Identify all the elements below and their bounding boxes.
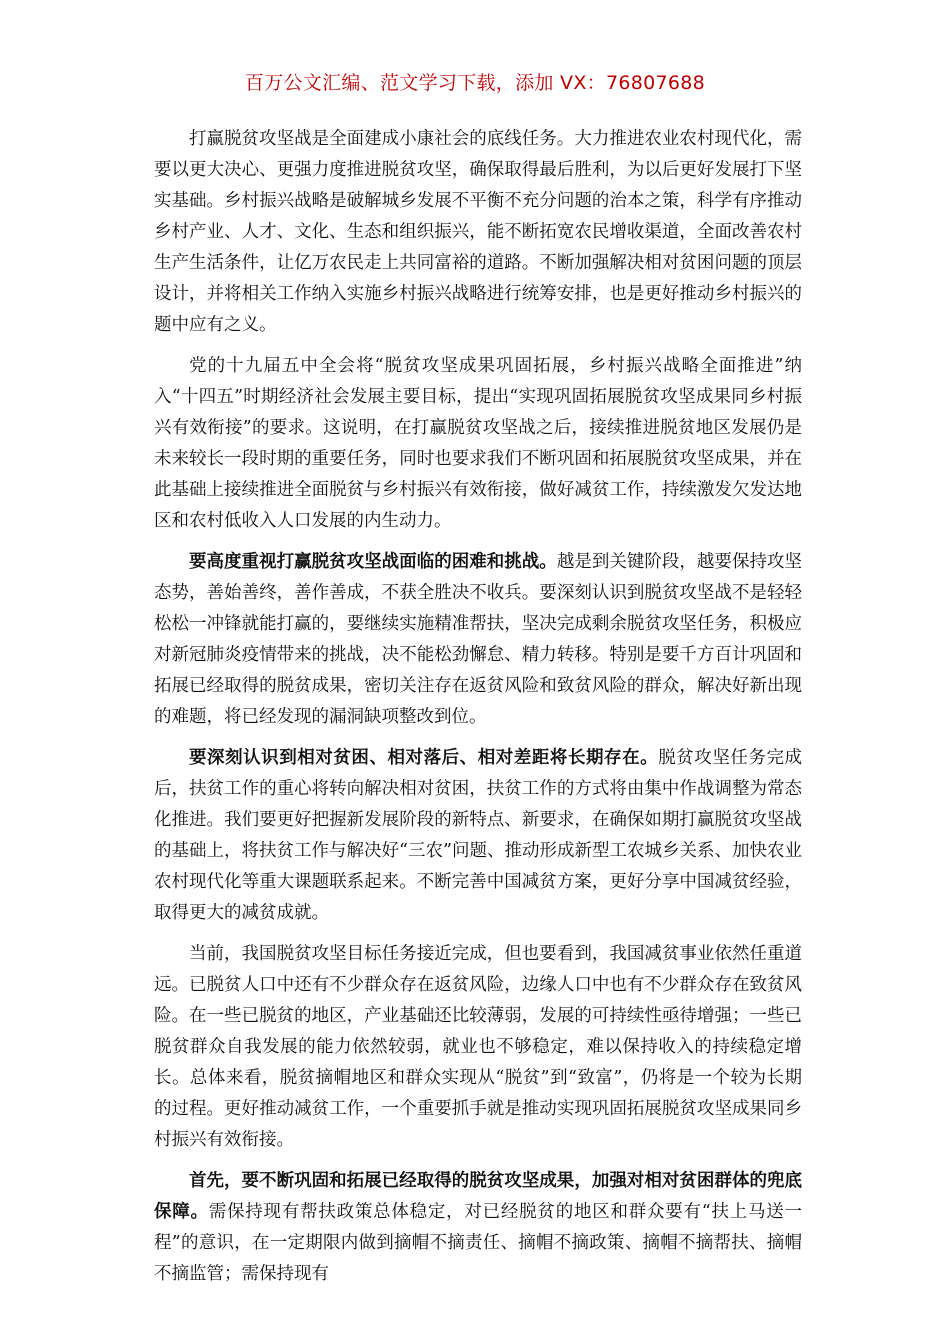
paragraph (154, 1166, 802, 1290)
paragraph-text: 当前，我国脱贫攻坚目标任务接近完成，但也要看到，我国减贫事业依然任重道远。已脱贫人口中还有不少群众存在返贫风险，边缘人口中也有不少群众存在致贫风险。在一些已脱贫的地区，产业基础还比较薄弱，发展的可持续性亟待增强；一些已脱贫群众自我发展的能力依然较弱，就业也不够稳定，难以保持收入的持续稳定增长。总体来看，脱贫摘帽地区和群众实现从“脱贫”到“致富”，仍将是一个较为长期的过程。更好推动减贫工作，一个重要抓手就是推动实现巩固拓展脱贫攻坚成果同乡村振兴有效衔接。 (154, 944, 802, 1150)
paragraph-lead: 要高度重视打赢脱贫攻坚战面临的困难和挑战。 (189, 552, 557, 572)
paragraph (154, 124, 802, 341)
paragraph (154, 743, 802, 929)
paragraph-text: 党的十九届五中全会将“脱贫攻坚成果巩固拓展，乡村振兴战略全面推进”纳入“十四五”时期经济社会发展主要目标，提出“实现巩固拓展脱贫攻坚成果同乡村振兴有效衔接”的要求。这说明，在打赢脱贫攻坚战之后，接续推进脱贫地区发展仍是未来较长一段时期的重要任务，同时也要求我们不断巩固和拓展脱贫攻坚成果，并在此基础上接续推进全面脱贫与乡村振兴有效衔接，做好减贫工作，持续激发欠发达地区和农村低收入人口发展的内生动力。 (154, 356, 802, 531)
paragraph-text: 越是到关键阶段，越要保持攻坚态势，善始善终，善作善成，不获全胜决不收兵。要深刻认识到脱贫攻坚战不是轻轻松松一冲锋就能打赢的，要继续实施精准帮扶，坚决完成剩余脱贫攻坚任务，积极应对新冠肺炎疫情带来的挑战，决不能松劲懈怠、精力转移。特别是要千方百计巩固和拓展已经取得的脱贫成果，密切关注存在返贫风险和致贫风险的群众，解决好新出现的难题，将已经发现的漏洞缺项整改到位。 (154, 552, 803, 727)
paragraph-text: 脱贫攻坚任务完成后，扶贫工作的重心将转向解决相对贫困，扶贫工作的方式将由集中作战调整为常态化推进。我们要更好把握新发展阶段的新特点、新要求，在确保如期打赢脱贫攻坚战的基础上，将扶贫工作与解决好“三农”问题、推动形成新型工农城乡关系、加快农业农村现代化等重大课题联系起来。不断完善中国减贫方案，更好分享中国减贫经验，取得更大的减贫成就。 (154, 748, 803, 923)
document-body (154, 124, 802, 1300)
paragraph-lead: 要深刻认识到相对贫困、相对落后、相对差距将长期存在。 (189, 748, 659, 768)
paragraph-lead: 首先，要不断巩固和拓展已经取得的脱贫攻坚成果，加强对相对贫困群体的兜底保障。 (154, 1171, 802, 1222)
paragraph (154, 547, 802, 733)
paragraph-text: 需保持现有帮扶政策总体稳定，对已经脱贫的地区和群众要有“扶上马送一程”的意识，在一定期限内做到摘帽不摘责任、摘帽不摘政策、摘帽不摘帮扶、摘帽不摘监管；需保持现有 (154, 1202, 802, 1284)
paragraph (154, 351, 802, 537)
paragraph-text: 打赢脱贫攻坚战是全面建成小康社会的底线任务。大力推进农业农村现代化，需要以更大决心、更强力度推进脱贫攻坚，确保取得最后胜利，为以后更好发展打下坚实基础。乡村振兴战略是破解城乡发展不平衡不充分问题的治本之策，科学有序推动乡村产业、人才、文化、生态和组织振兴，能不断拓宽农民增收渠道，全面改善农村生产生活条件，让亿万农民走上共同富裕的道路。不断加强解决相对贫困问题的顶层设计，并将相关工作纳入实施乡村振兴战略进行统筹安排，也是更好推动乡村振兴的题中应有之义。 (154, 129, 802, 335)
paragraph (154, 939, 802, 1156)
header-watermark: 百万公文汇编、范文学习下载，添加 VX：76807688 (244, 72, 706, 94)
